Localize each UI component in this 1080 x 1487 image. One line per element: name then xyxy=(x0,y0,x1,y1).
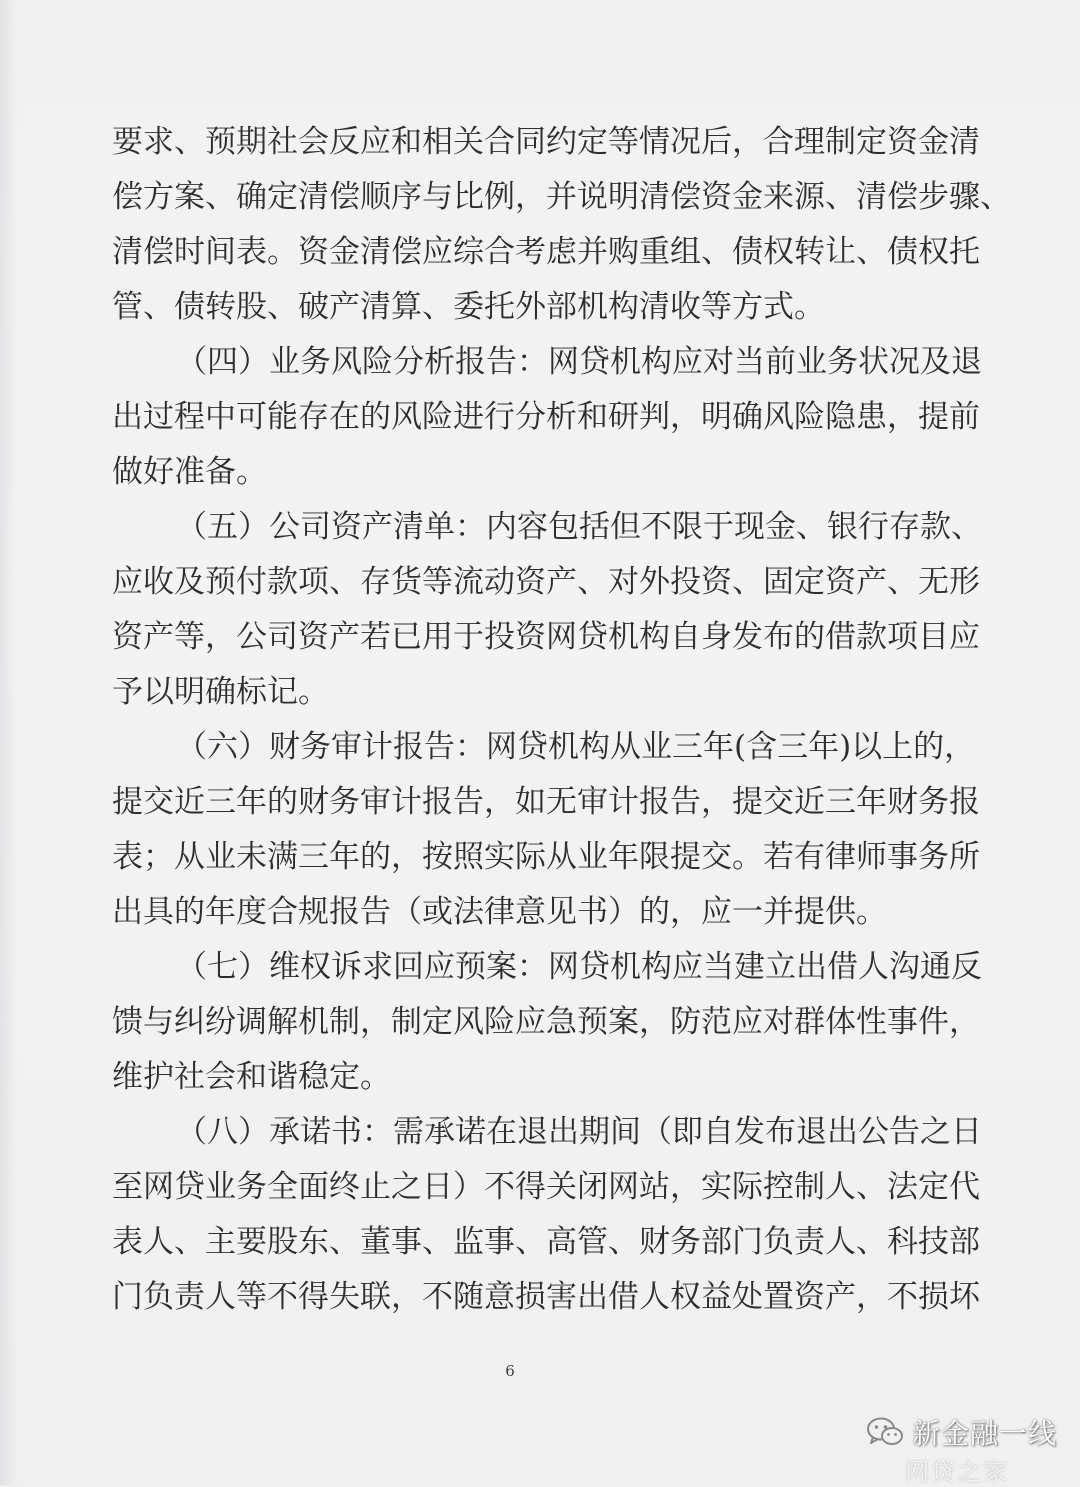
paragraph-start-line: （八）承诺书：需承诺在退出期间（即自发布退出公告之日 xyxy=(176,1114,982,1150)
text-line: 至网贷业务全面终止之日）不得关闭网站，实际控制人、法定代 xyxy=(112,1169,980,1205)
text-line: 应收及预付款项、存货等流动资产、对外投资、固定资产、无形 xyxy=(112,564,980,600)
text-line: 出过程中可能存在的风险进行分析和研判，明确风险隐患，提前 xyxy=(112,399,980,435)
paragraph-start-line: （五）公司资产清单：内容包括但不限于现金、银行存款、 xyxy=(176,509,982,545)
text-line: 清偿时间表。资金清偿应综合考虑并购重组、债权转让、债权托 xyxy=(112,234,980,270)
watermark-subtext: 网贷之家 xyxy=(905,1458,1009,1486)
text-line: 馈与纠纷调解机制，制定风险应急预案，防范应对群体性事件， xyxy=(112,1004,980,1040)
text-line: 做好准备。 xyxy=(112,454,267,490)
paragraph-start-line: （六）财务审计报告：网贷机构从业三年(含三年)以上的， xyxy=(176,729,976,765)
text-line: 表；从业未满三年的，按照实际从业年限提交。若有律师事务所 xyxy=(112,839,980,875)
page-edge-shadow xyxy=(0,0,18,1485)
page-number: 6 xyxy=(505,1362,515,1380)
paragraph-start-line: （七）维权诉求回应预案：网贷机构应当建立出借人沟通反 xyxy=(176,949,982,985)
text-line: 要求、预期社会反应和相关合同约定等情况后，合理制定资金清 xyxy=(112,124,980,160)
text-line: 提交近三年的财务审计报告，如无审计报告，提交近三年财务报 xyxy=(112,784,980,820)
text-line: 门负责人等不得失联，不随意损害出借人权益处置资产，不损坏 xyxy=(112,1279,980,1315)
watermark-text: 新金融一线 xyxy=(912,1417,1058,1450)
text-line: 资产等，公司资产若已用于投资网贷机构自身发布的借款项目应 xyxy=(112,619,980,655)
text-line: 出具的年度合规报告（或法律意见书）的，应一并提供。 xyxy=(112,894,887,930)
watermark xyxy=(866,1410,1057,1454)
paragraph-start-line: （四）业务风险分析报告：网贷机构应对当前业务状况及退 xyxy=(176,344,982,380)
text-line: 维护社会和谐稳定。 xyxy=(112,1059,391,1095)
wechat-icon xyxy=(866,1416,904,1448)
text-line: 管、债转股、破产清算、委托外部机构清收等方式。 xyxy=(112,289,825,325)
text-line: 予以明确标记。 xyxy=(112,674,329,710)
text-line: 偿方案、确定清偿顺序与比例，并说明清偿资金来源、清偿步骤、 xyxy=(112,179,1011,215)
text-line: 表人、主要股东、董事、监事、高管、财务部门负责人、科技部 xyxy=(112,1224,980,1260)
